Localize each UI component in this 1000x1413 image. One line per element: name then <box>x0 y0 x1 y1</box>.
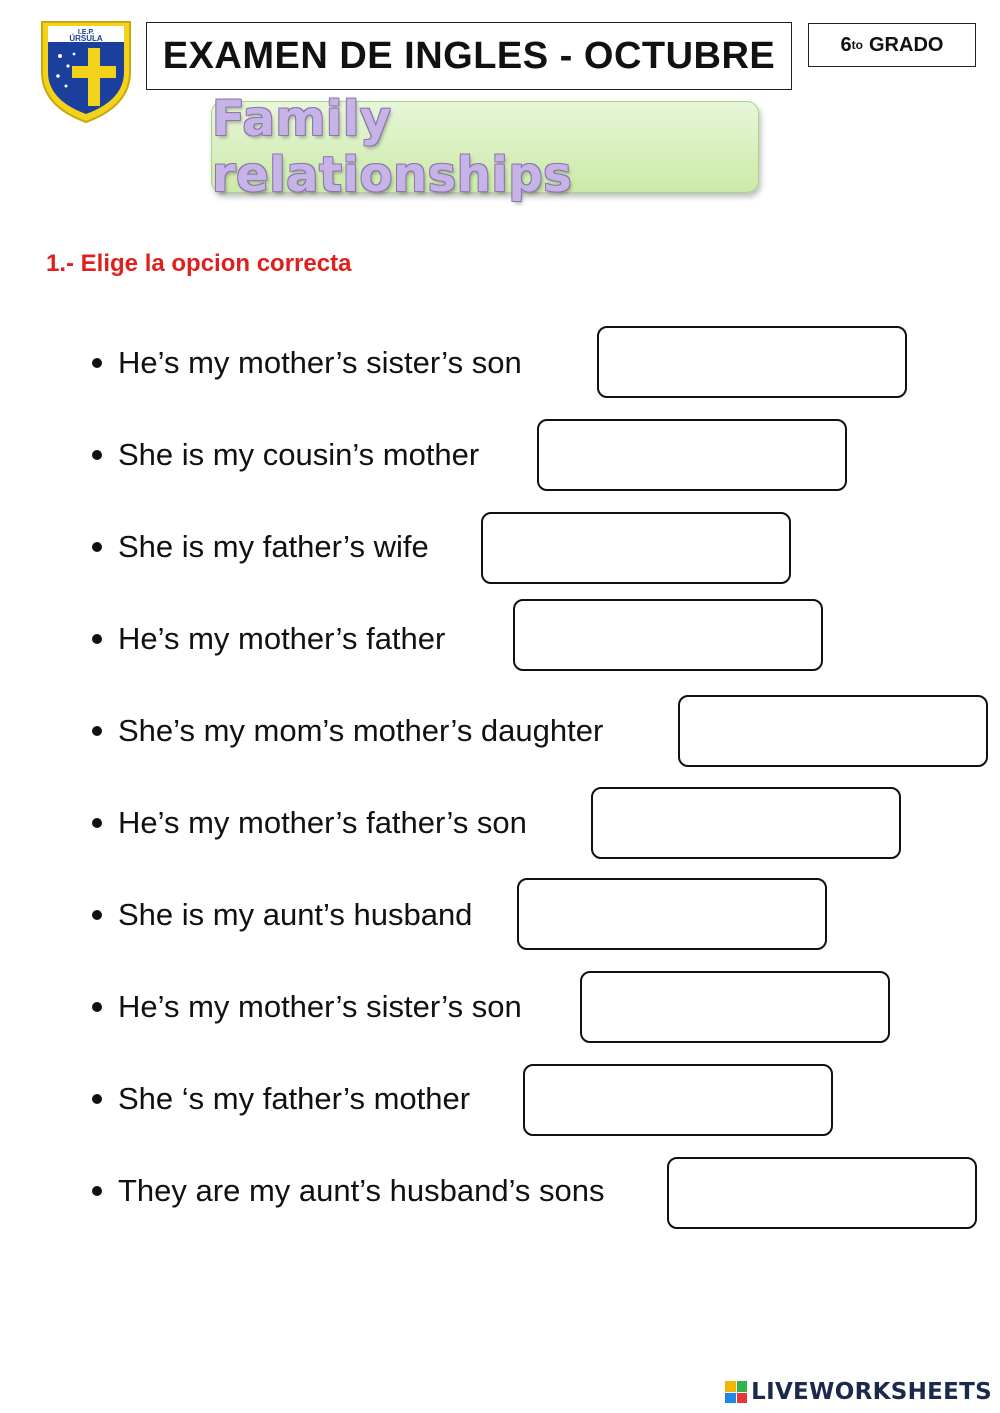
question-row <box>88 619 445 659</box>
answer-box[interactable] <box>667 1157 977 1229</box>
bullet-icon <box>92 818 102 828</box>
question-row <box>88 987 522 1027</box>
bullet-icon <box>92 634 102 644</box>
liveworksheets-logo[interactable] <box>725 1377 992 1407</box>
question-row <box>88 527 429 567</box>
question-row <box>88 803 527 843</box>
bullet-icon <box>92 542 102 552</box>
question-text: She ‘s my father’s mother <box>118 1081 471 1116</box>
answer-box[interactable] <box>513 599 823 671</box>
grade-badge <box>808 23 976 67</box>
answer-box[interactable] <box>481 512 791 584</box>
svg-text:ÚRSULA: ÚRSULA <box>69 34 103 43</box>
bullet-icon <box>92 358 102 368</box>
question-text: She is my cousin’s mother <box>118 437 480 472</box>
question-text: She is my father’s wife <box>118 529 429 564</box>
question-row <box>88 1171 605 1211</box>
brand-name: LIVEWORKSHEETS <box>751 1379 992 1405</box>
grade-superscript: to <box>851 38 863 52</box>
bullet-icon <box>92 726 102 736</box>
answer-box[interactable] <box>580 971 890 1043</box>
exam-title: EXAMEN DE INGLES - OCTUBRE <box>146 22 792 90</box>
question-row <box>88 343 522 383</box>
instruction-text: 1.- Elige la opcion correcta <box>46 250 352 277</box>
bullet-icon <box>92 450 102 460</box>
bullet-icon <box>92 1094 102 1104</box>
bullet-icon <box>92 1002 102 1012</box>
bullet-icon <box>92 910 102 920</box>
bullet-icon <box>92 1186 102 1196</box>
svg-text:I.E.P.: I.E.P. <box>77 29 95 36</box>
question-text: He’s my mother’s father <box>118 621 446 656</box>
question-row <box>88 1079 470 1119</box>
answer-box[interactable] <box>517 878 827 950</box>
question-text: He’s my mother’s father’s son <box>118 805 527 840</box>
question-text: He’s my mother’s sister’s son <box>118 989 522 1024</box>
question-text: He’s my mother’s sister’s son <box>118 345 522 380</box>
question-text: They are my aunt’s husband’s sons <box>118 1173 605 1208</box>
question-text: She is my aunt’s husband <box>118 897 473 932</box>
grade-label: GRADO <box>869 33 944 56</box>
answer-box[interactable] <box>523 1064 833 1136</box>
question-row <box>88 895 472 935</box>
topic-banner <box>211 91 759 203</box>
liveworksheets-logo-icon <box>725 1381 747 1403</box>
topic-title: Family relationships <box>212 91 573 203</box>
question-text: She’s my mom’s mother’s daughter <box>118 713 604 748</box>
answer-box[interactable] <box>597 326 907 398</box>
answer-box[interactable] <box>678 695 988 767</box>
school-logo <box>38 14 134 126</box>
answer-box[interactable] <box>537 419 847 491</box>
question-row <box>88 711 603 751</box>
question-row <box>88 435 479 475</box>
grade-number: 6 <box>840 33 852 56</box>
answer-box[interactable] <box>591 787 901 859</box>
school-shield-icon <box>38 14 134 126</box>
